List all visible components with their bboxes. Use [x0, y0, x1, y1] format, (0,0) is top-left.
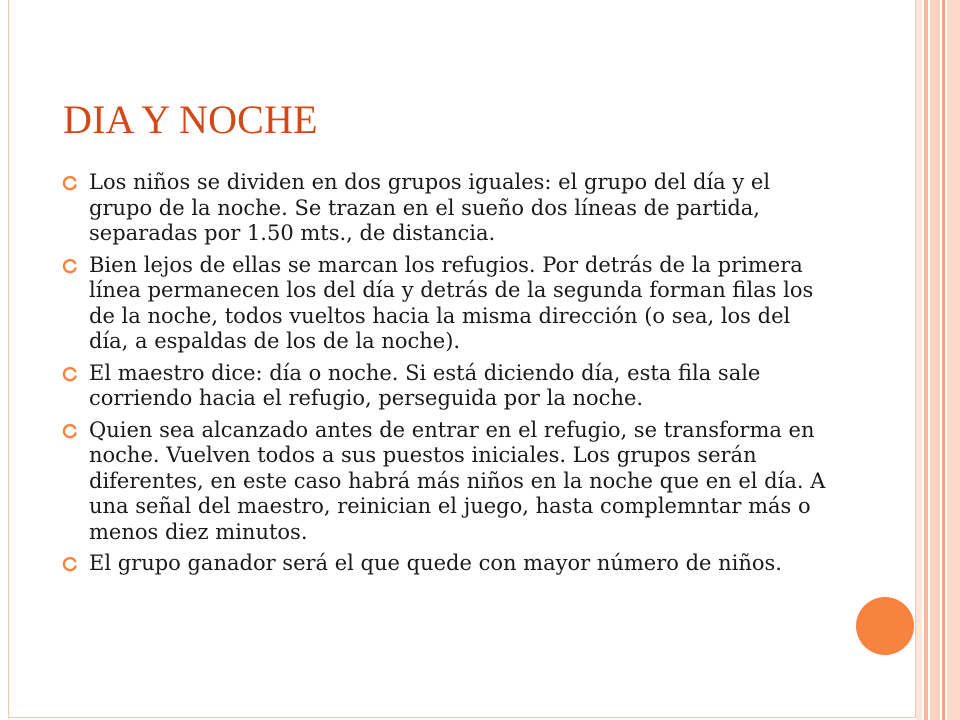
- decorative-stripes: [916, 0, 960, 720]
- orange-circle-decoration: [856, 597, 914, 655]
- ring-bullet-icon: [62, 366, 78, 382]
- slide-title: DIA Y NOCHE: [63, 97, 318, 142]
- bullet-item: [62, 170, 832, 247]
- bullet-text: Quien sea alcanzado antes de entrar en el refugio, se transforma en noche. Vuelven todos a sus puestos iniciales. Los grupos serán diferentes, en este caso habrá más niños en la noche que en el día. A una señal del maestro, reinician el juego, hasta complemntar más o menos diez minutos.: [89, 417, 826, 544]
- bullet-item: [62, 551, 832, 577]
- ring-bullet-icon: [62, 423, 78, 439]
- bullet-list: [62, 170, 832, 583]
- bullet-text: Los niños se dividen en dos grupos iguales: el grupo del día y el grupo de la noche. Se trazan en el sueño dos líneas de partida, separadas por 1.50 mts., de distancia.: [89, 170, 771, 245]
- bullet-item: [62, 418, 832, 546]
- bullet-item: [62, 253, 832, 355]
- ring-bullet-icon: [62, 556, 78, 572]
- bullet-text: Bien lejos de ellas se marcan los refugios. Por detrás de la primera línea permanecen los del día y detrás de la segunda forman filas los de la noche, todos vueltos hacia la misma dirección (o sea, los del día, a espaldas de los de la noche).: [89, 252, 814, 353]
- bullet-item: [62, 361, 832, 412]
- bullet-text: El maestro dice: día o noche. Si está diciendo día, esta fila sale corriendo hacia el refugio, perseguida por la noche.: [89, 360, 761, 410]
- bullet-text: El grupo ganador será el que quede con mayor número de niños.: [89, 551, 782, 575]
- ring-bullet-icon: [62, 258, 78, 274]
- ring-bullet-icon: [62, 175, 78, 191]
